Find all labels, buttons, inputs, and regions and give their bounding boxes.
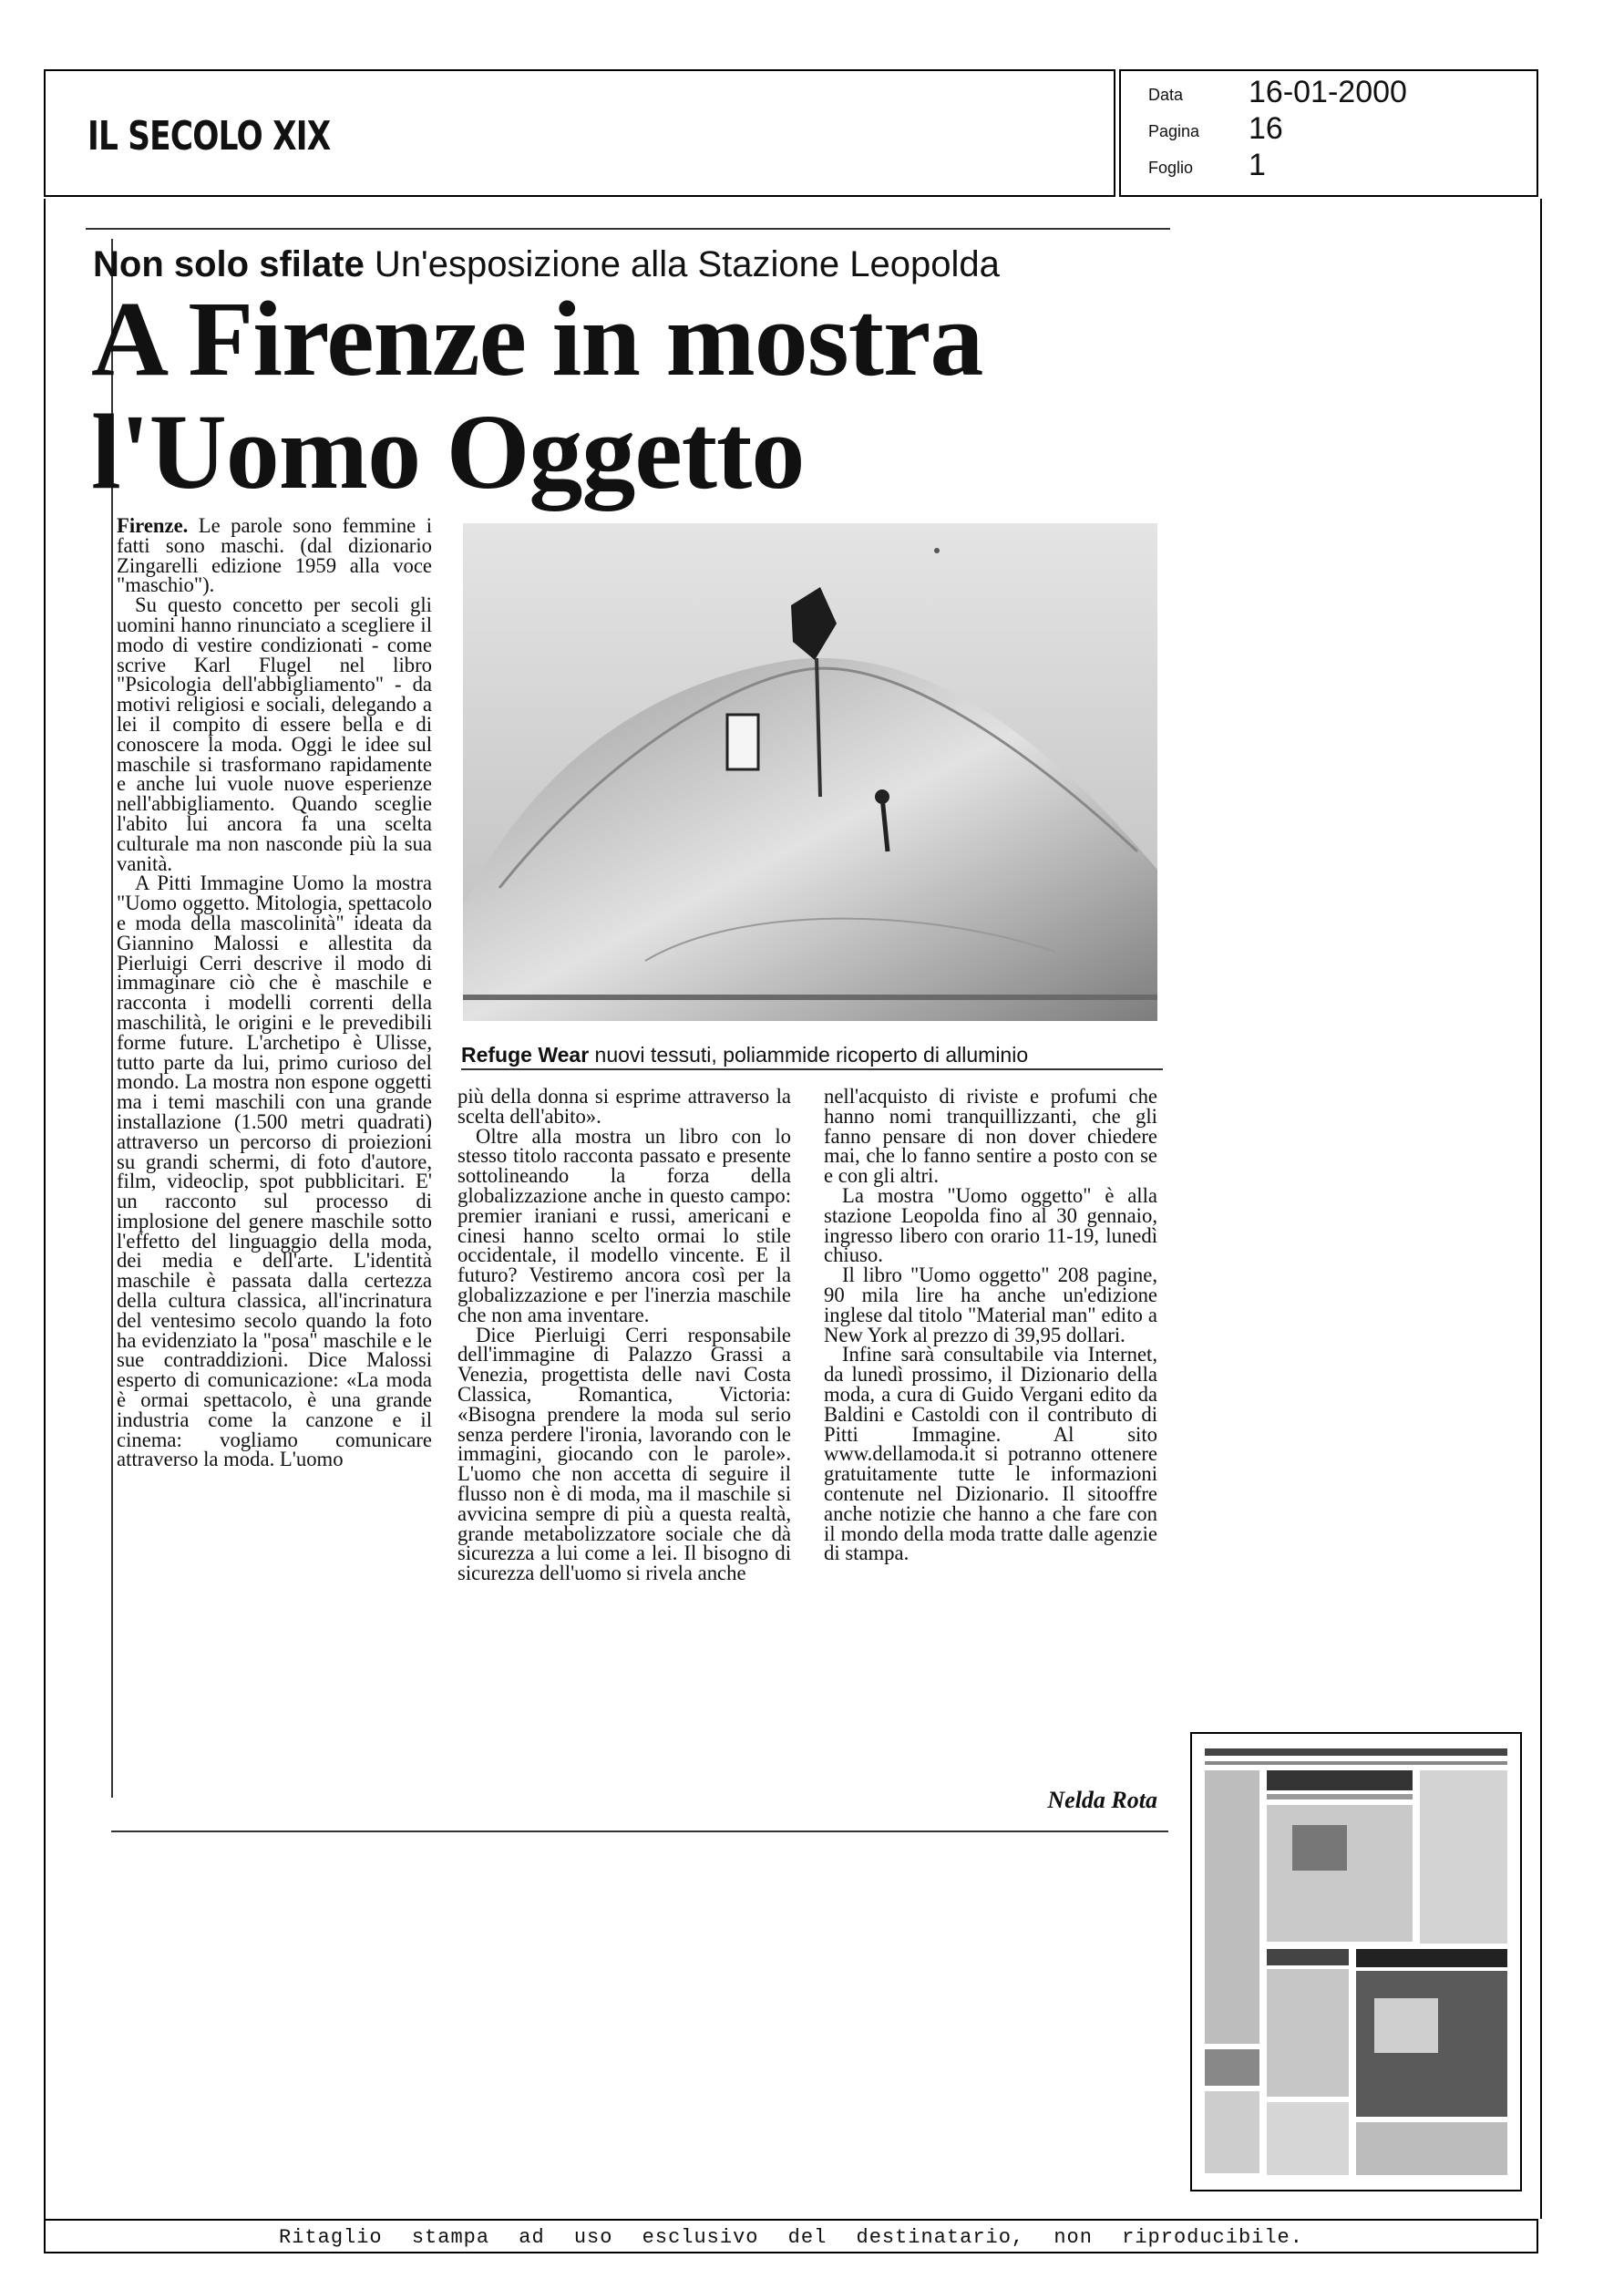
footer-disclaimer: Ritaglio stampa ad uso esclusivo del destinatario, non riproducibile. (279, 2226, 1303, 2249)
photo-refuge-wear-illustration (463, 523, 1157, 1021)
page-thumbnail (1190, 1732, 1522, 2191)
meta-row-date (1148, 75, 1531, 109)
meta-row-page (1148, 111, 1531, 146)
meta-value: 16-01-2000 (1249, 75, 1407, 109)
photo-caption (461, 1043, 1028, 1067)
paragraph: Il libro "Uomo oggetto" 208 pagine, 90 mila lire ha anche un'edizione inglese dal titolo "Material man" edito a New York al prezzo di 39,95 dollari. (824, 1263, 1157, 1346)
dateline: Firenze. (117, 514, 189, 537)
paragraph: Oltre alla mostra un libro con lo stesso titolo racconta passato e presente sottolineando la forza della globalizzazione anche in questo campo: premier iraniani e russi, americani e cinesi hanno scelto ormai lo stile occidentale, il modello vincente. E il futuro? Vestiremo ancora così per la globalizzazione e per l'inerzia maschile che non ama inventare. (457, 1124, 791, 1326)
kicker-bold: Non solo sfilate (93, 244, 365, 284)
article-photo (463, 523, 1157, 1021)
paragraph: A Pitti Immagine Uomo la mostra "Uomo oggetto. Mitologia, spettacolo e moda della mascolinità" ideata da Giannino Malossi e allestita da Pierluigi Cerri descrive il modo di immaginare ciò che è maschile e racconta i modelli correnti della maschilità, le origini e le prevedibili forme future. L'archetipo è Ulisse, tutto parte da lui, primo curioso del mondo. La mostra non espone oggetti ma i temi maschili con una grande installazione (1.500 metri quadrati) attraverso un percorso di proiezioni su grandi schermi, di foto d'autore, film, videoclip, spot pubblicitari. E' un racconto sul processo di implosione del genere maschile sotto l'effetto del linguaggio della moda, dei media e dell'arte. L'identità maschile è passata dalla certezza della cultura classica, all'incrinatura del ventesimo secolo quando la foto ha evidenziato la "posa" maschile e le sue contraddizioni. Dice Malossi esperto di comunicazione: «La moda è ormai spettacolo, è una grande industria come la canzone e il cinema: vogliamo comunicare attraverso la moda. L'uomo (117, 871, 432, 1471)
caption-rule (461, 1068, 1163, 1070)
meta-label: Pagina (1148, 122, 1200, 140)
page-thumbnail-graphic (1192, 1734, 1520, 2190)
paragraph: Infine sarà consultabile via Internet, da lunedì prossimo, il Dizionario della moda, a cura di Guido Vergani edito da Baldini e Castoldi con il contributo di Pitti Immagine. Al sito www.dellamoda.it si potranno ottenere gratuitamente tutte le informazioni contenute nel Dizionario. Il sitooffre anche notizie che hanno a che fare con il mondo della moda tratte dalle agenzie di stampa. (824, 1343, 1157, 1565)
meta-row-sheet (1148, 148, 1531, 182)
paragraph: Dice Pierluigi Cerri responsabile dell'immagine di Palazzo Grassi a Venezia, progettista delle navi Costa Classica, Romantica, Victoria: «Bisogna prendere la moda sul serio senza perdere l'ironia, lavorando con le immagini, giocando con le parole». L'uomo che non accetta di seguire il flusso non è di moda, ma il maschile si avvicina sempre di più a questa realtà, grande metabolizzatore sociale che dà sicurezza a lui come a lei. Il bisogno di sicurezza dell'uomo si rivela anche (457, 1323, 791, 1585)
caption-bold: Refuge Wear (461, 1043, 590, 1067)
article-column-2 (457, 1087, 791, 1583)
meta-value: 1 (1249, 148, 1266, 182)
caption-rest: nuovi tessuti, poliammide ricoperto di alluminio (589, 1043, 1029, 1067)
meta-label: Foglio (1148, 159, 1194, 177)
paragraph: La mostra "Uomo oggetto" è alla stazione Leopolda fino al 30 gennaio, ingresso libero con orario 11-19, lunedì chiuso. (824, 1183, 1157, 1267)
headline-line: l'Uomo Oggetto (91, 392, 805, 511)
paragraph: Firenze. Le parole sono femmine i fatti sono maschi. (dal dizionario Zingarelli edizione 1959 alla voce "maschio"). (117, 514, 432, 597)
newspaper-masthead: IL SECOLO XIX (87, 113, 331, 160)
author-signature: Nelda Rota (1047, 1787, 1157, 1813)
kicker-rest: Un'esposizione alla Stazione Leopolda (364, 244, 1000, 284)
paragraph: più della donna si esprime attraverso la scelta dell'abito». (457, 1085, 791, 1128)
clipping-metadata-box (1119, 69, 1538, 197)
meta-label: Data (1148, 86, 1184, 104)
paragraph: nell'acquisto di riviste e profumi che hanno nomi tranquillizzanti, che gli fanno pensare di non dover chiedere mai, che lo fanno sentire a posto con se e con gli altri. (824, 1085, 1157, 1188)
headline-line: A Firenze in mostra (91, 279, 983, 398)
article-column-3 (824, 1087, 1157, 1563)
article-bottom-rule (111, 1830, 1168, 1832)
article-column-1 (117, 516, 432, 1469)
paragraph: Su questo concetto per secoli gli uomini hanno rinunciato a scegliere il modo di vestire condizionati - come scrive Karl Flugel nel libro "Psicologia dell'abbigliamento" - da motivi religiosi e sociali, delegando a lei il compito di essere bella e di conoscere la moda. Oggi le idee sul maschile si trasformano rapidamente e anche lui vuole nuove esperienze nell'abbigliamento. Quando sceglie l'abito lui ancora fa una scelta culturale ma non nasconde più la sua vanità. (117, 593, 432, 875)
meta-value: 16 (1249, 111, 1283, 146)
article-headline (91, 279, 1185, 511)
article-top-rule (86, 228, 1170, 230)
